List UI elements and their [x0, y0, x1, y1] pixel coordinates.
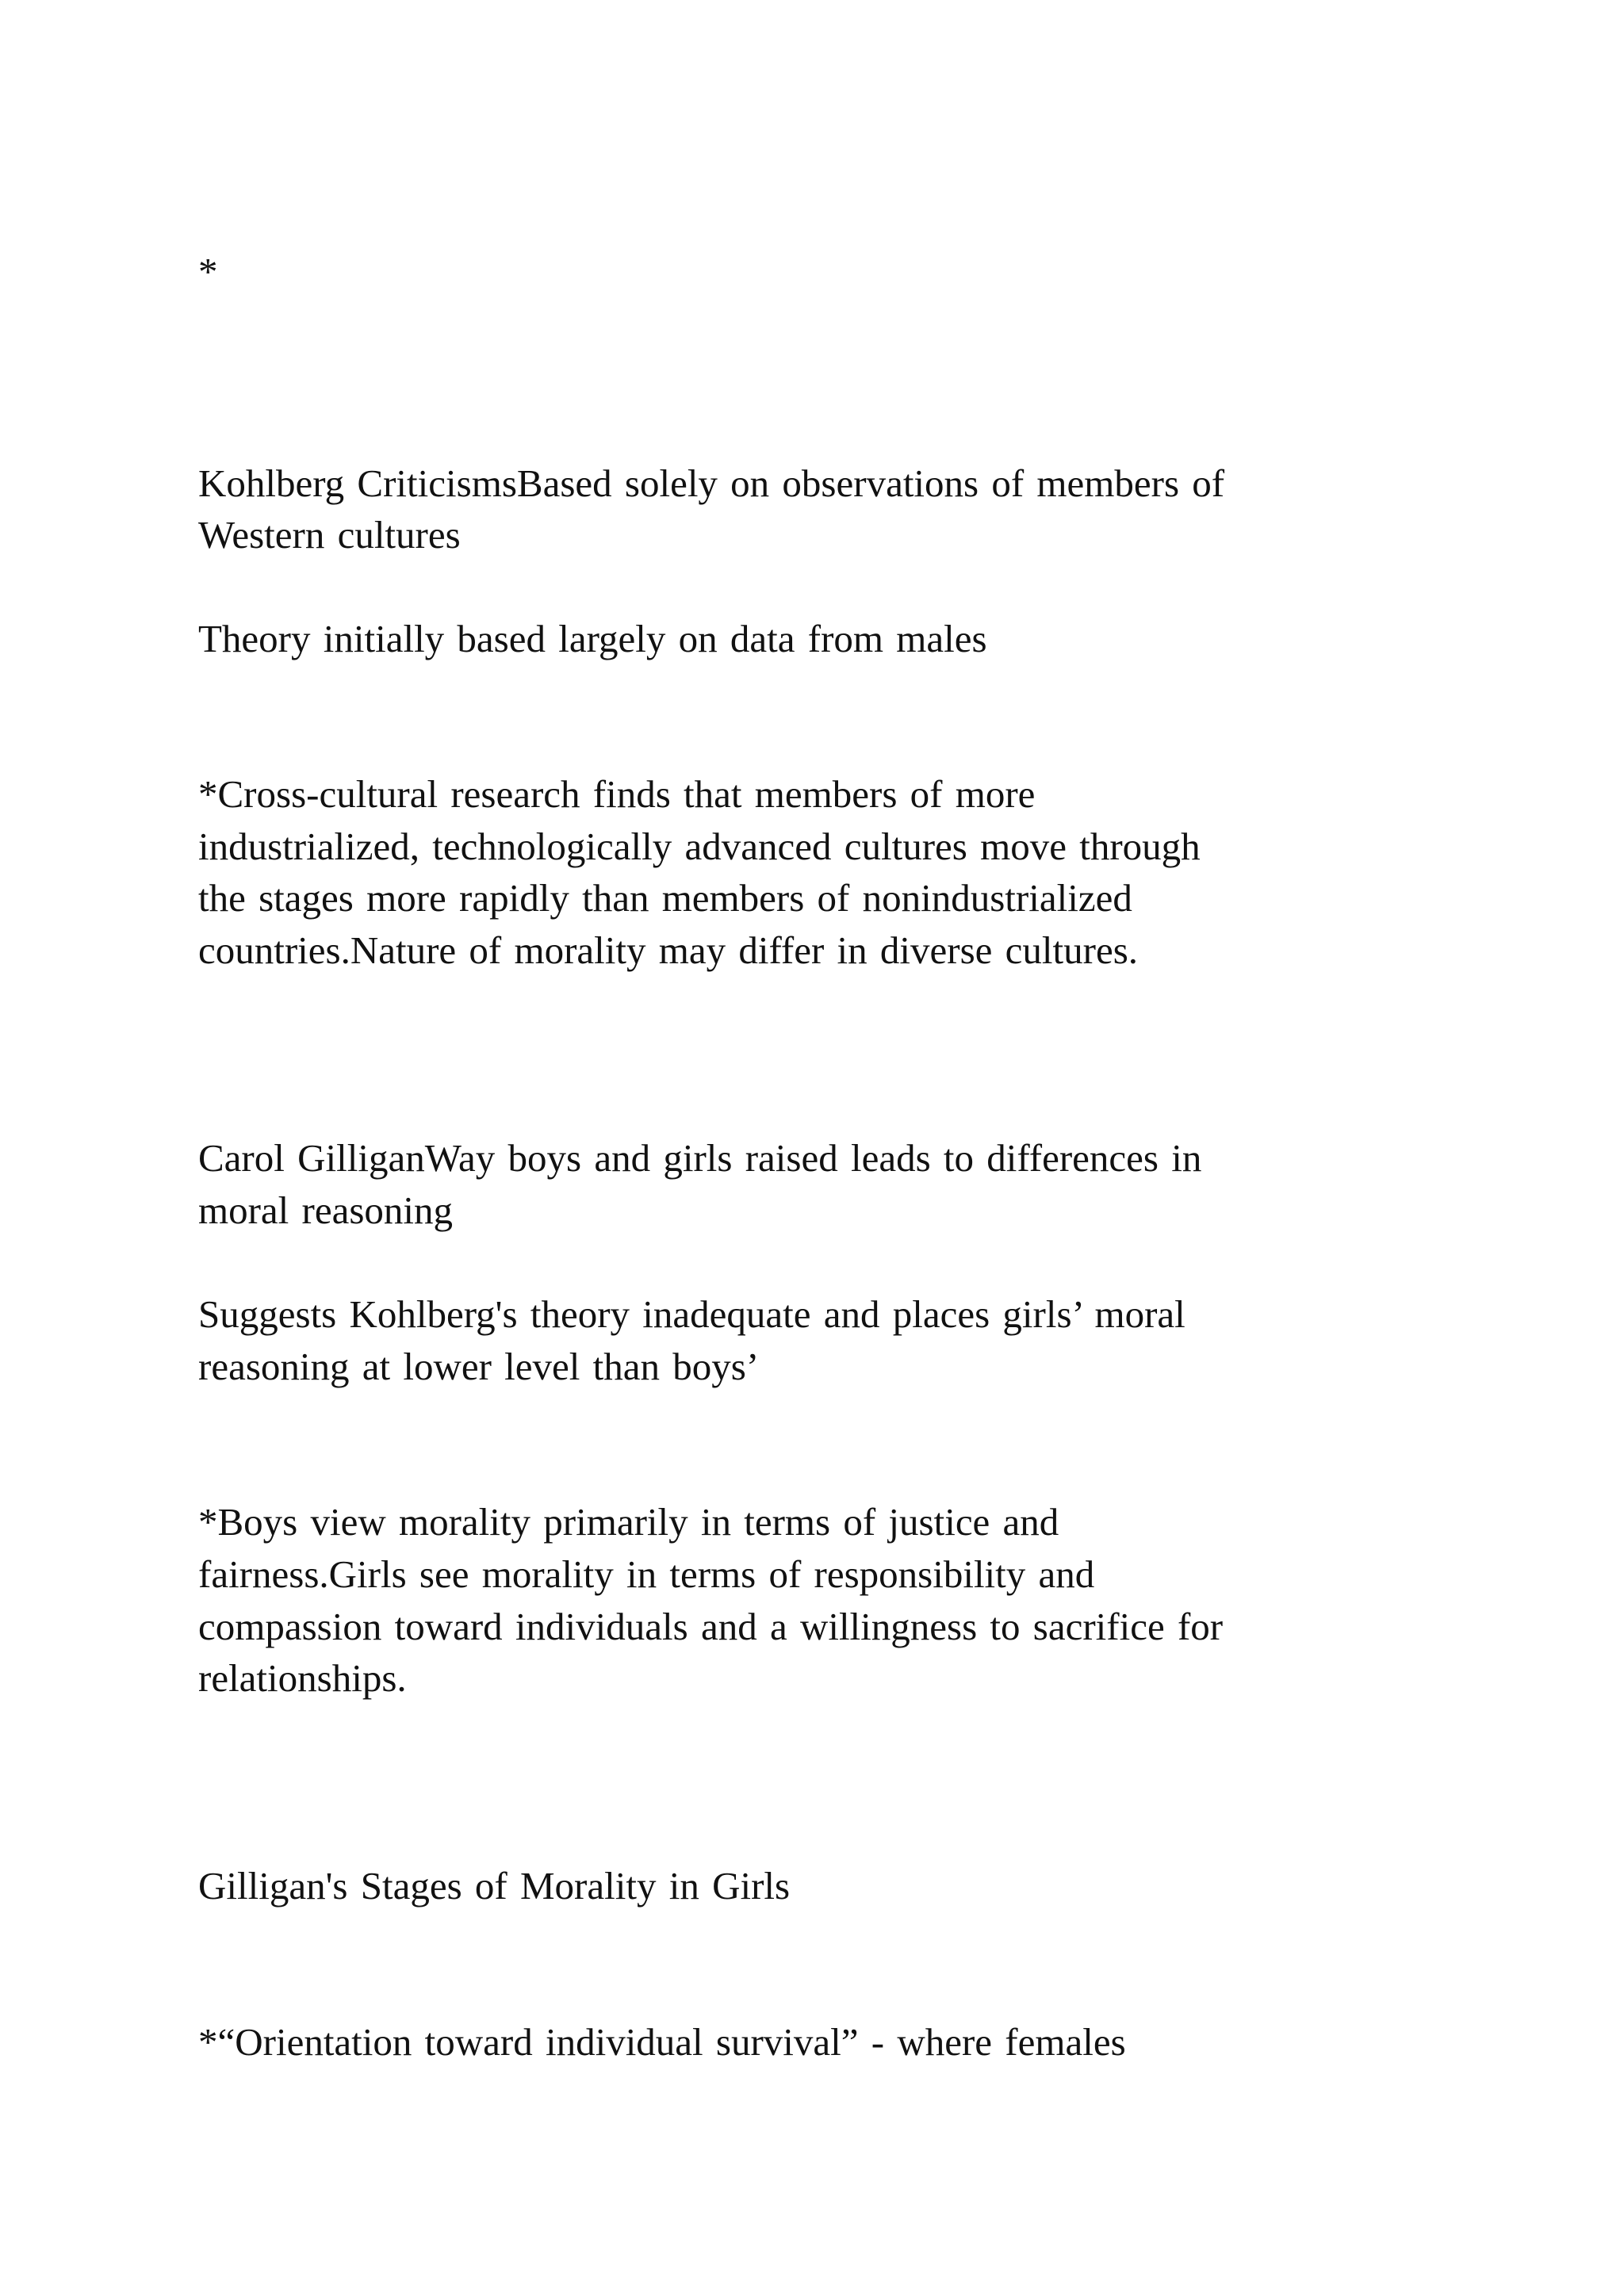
- cross-cultural-line-3: the stages more rapidly than members of nonindustrialized: [198, 876, 1132, 920]
- boys-view-line-4: relationships.: [198, 1656, 407, 1700]
- stages-heading: Gilligan's Stages of Morality in Girls: [198, 1864, 791, 1908]
- asterisk-marker: *: [198, 250, 218, 293]
- boys-view-line-1: *Boys view morality primarily in terms of justice and: [198, 1500, 1059, 1544]
- theory-line: Theory initially based largely on data from males: [198, 617, 987, 660]
- boys-view-line-2: fairness.Girls see morality in terms of responsibility and: [198, 1552, 1095, 1596]
- suggests-line-1: Suggests Kohlberg's theory inadequate and places girls’ moral: [198, 1292, 1185, 1336]
- boys-view-line-3: compassion toward individuals and a willingness to sacrifice for: [198, 1605, 1224, 1648]
- suggests-line-2: reasoning at lower level than boys’: [198, 1345, 760, 1388]
- cross-cultural-line-2: industrialized, technologically advanced cultures move through: [198, 825, 1201, 868]
- orientation-line: *“Orientation toward individual survival” - where females: [198, 2020, 1126, 2064]
- gilligan-intro-line-2: moral reasoning: [198, 1188, 454, 1232]
- kohlberg-criticisms-line-1: Kohlberg CriticismsBased solely on observations of members of: [198, 461, 1225, 505]
- gilligan-intro-line-1: Carol GilliganWay boys and girls raised leads to differences in: [198, 1136, 1202, 1180]
- cross-cultural-line-1: *Cross-cultural research finds that members of more: [198, 772, 1036, 816]
- cross-cultural-line-4: countries.Nature of morality may differ in diverse cultures.: [198, 928, 1139, 972]
- kohlberg-criticisms-line-2: Western cultures: [198, 513, 461, 557]
